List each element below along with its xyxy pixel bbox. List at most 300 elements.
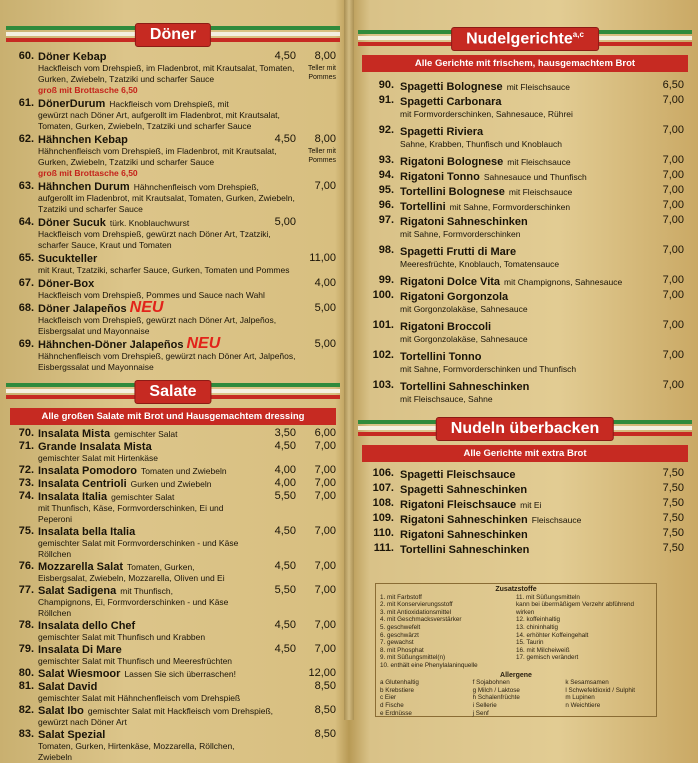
item-number: 74.: [18, 490, 34, 502]
item-price: 7,00: [662, 184, 684, 196]
salad-item: [18, 643, 336, 667]
baked-item: [373, 526, 684, 541]
allergen-entry: g Milch / Laktose: [472, 686, 520, 694]
item-note: gemischter Salat: [114, 429, 178, 439]
item-number: 83.: [18, 728, 34, 740]
additives-right: [516, 594, 652, 670]
item-name: Salat David: [38, 681, 98, 693]
left-panel: [0, 0, 346, 762]
item-price: 7,50: [662, 467, 684, 479]
item-name: Tortellini Tonno: [400, 351, 482, 363]
item-number: 72.: [18, 464, 34, 476]
item-line: [378, 153, 684, 168]
item-line: [378, 273, 684, 288]
item-number: 73.: [18, 477, 34, 489]
price-small: 5,50: [274, 584, 296, 596]
item-price: 7,50: [662, 482, 684, 494]
item-line: [378, 93, 684, 108]
price-large: 8,50: [314, 704, 336, 716]
item-number: 60.: [18, 50, 34, 62]
price-small: 4,50: [274, 560, 296, 572]
additive-entry: 16. mit Milcheiweiß: [516, 646, 570, 654]
price-large: 7,00: [314, 490, 336, 502]
price-large: 5,00: [314, 302, 336, 314]
baked-item: [372, 466, 684, 481]
allergen-entry: c Eier: [380, 694, 397, 702]
item-description: Sahne, Krabben, Thunfisch und Knoblauch: [400, 139, 562, 149]
item-description: Hackfleisch vom Drehspieß, gewürzt nach Döner Art, Jalpeños, Eisbergsalat und Mayonnaise: [38, 315, 277, 336]
item-name: Rigatoni Sahneschinken: [400, 529, 528, 541]
item-number: 92.: [378, 124, 394, 136]
item-description: mit Formvorderschinken, Sahnesauce, Rührei: [400, 109, 573, 119]
additive-entry: 9. mit Süßungsmittel(n): [380, 654, 446, 662]
item-name: DönerDurum: [38, 98, 106, 110]
item-name: Döner Kebap: [38, 51, 107, 63]
ueberbacken-title: Nudeln überbacken: [436, 417, 614, 441]
item-number: 70.: [18, 427, 34, 439]
item-description: gewürzt nach Döner Art, aufgerollt im Fladenbrot, mit Krautsalat, Tomaten, Gurken, Zwiebeln, Tzatziki und scharfer Sauce: [38, 110, 280, 131]
price-large: 4,00: [314, 277, 336, 289]
price-large: 7,00: [314, 584, 336, 596]
allergen-entry: n Weichtiere: [565, 701, 601, 709]
item-name: Rigatoni Sahneschinken: [400, 216, 528, 228]
item-number: 63.: [18, 180, 34, 192]
item-number: 67.: [18, 277, 34, 289]
item-line: [378, 123, 684, 138]
menu-item: [18, 252, 336, 276]
item-name: Rigatoni Tonno: [400, 171, 480, 183]
item-name: Döner Sucuk: [38, 217, 106, 229]
price-large: 6,00: [314, 427, 336, 439]
pasta-item: [378, 243, 684, 273]
item-number: 91.: [378, 94, 394, 106]
allergens-title: Allergene: [500, 671, 532, 679]
price-large: 7,00: [314, 560, 336, 572]
item-name: Rigatoni Dolce Vita: [400, 276, 501, 288]
item-name: Rigatoni Bolognese: [400, 156, 504, 168]
item-name: Spagetti Frutti di Mare: [400, 246, 517, 258]
price-small: 4,50: [274, 643, 296, 655]
item-number: 69.: [18, 338, 34, 350]
item-number: 80.: [18, 667, 34, 679]
allergen-entry: f Sojabohnen: [472, 679, 510, 687]
pasta-item: [378, 123, 684, 153]
item-note: türk. Knoblauchwurst: [109, 218, 190, 228]
new-badge: NEU: [129, 299, 164, 316]
item-plate-note: Teller mit Pommes: [307, 65, 336, 81]
salad-item: [18, 490, 336, 525]
item-note: mit Fleischsauce: [508, 187, 573, 197]
additive-entry: 17. gemisch verändert: [516, 654, 579, 662]
item-note: Sahnesauce und Thunfisch: [483, 172, 587, 182]
item-description: mit Fleischsauce, Sahne: [400, 394, 493, 404]
additive-entry: 7. gewachst: [380, 639, 414, 647]
item-price: 7,00: [662, 169, 684, 181]
item-name: Spagetti Bolognese: [400, 81, 503, 93]
menu-item: [18, 277, 336, 301]
item-name: Hähnchen Durum: [38, 181, 130, 193]
item-description: gewürzt nach Döner Art: [38, 717, 127, 727]
pasta-item: [378, 153, 684, 168]
additive-entry: 8. mit Phosphat: [380, 646, 424, 654]
item-name: Insalata Mista: [38, 428, 111, 440]
item-number: 71.: [18, 440, 34, 452]
additive-entry: 14. erhöhter Koffeingehalt: [516, 631, 589, 639]
item-price: 7,00: [662, 154, 684, 166]
item-price: 7,00: [662, 289, 684, 301]
price-large: 8,50: [314, 680, 336, 692]
item-name: Döner-Box: [38, 278, 95, 290]
additive-entry: 5. geschwefelt: [380, 623, 421, 631]
additive-entry: 2. mit Konservierungsstoff: [380, 601, 453, 609]
item-line: [378, 213, 684, 228]
item-name: Mozzarella Salat: [38, 561, 123, 573]
item-number: 111.: [373, 542, 394, 554]
price-large: 7,00: [314, 440, 336, 452]
salad-item: [18, 440, 336, 464]
item-description: gemischter Salat mit Hähnchenfleisch vom Drehspieß: [38, 693, 241, 703]
allergen-entry: d Fische: [380, 701, 404, 709]
item-number: 106.: [372, 467, 394, 479]
legend-box: [375, 583, 657, 717]
item-name: Salat Sadigena: [38, 585, 117, 597]
additive-entry: 3. mit Antioxidationsmittel: [380, 608, 452, 616]
item-name: Insalata dello Chef: [38, 620, 136, 632]
item-name: Spagetti Sahneschinken: [400, 484, 528, 496]
additive-entry: 15. Taurin: [516, 639, 544, 647]
item-price: 7,50: [662, 497, 684, 509]
price-small: 4,00: [274, 464, 296, 476]
item-price: 7,00: [662, 214, 684, 226]
allergen-entry: b Krebstiere: [380, 686, 414, 694]
item-name: Spagetti Fleischsauce: [400, 469, 516, 481]
baked-item: [373, 541, 684, 556]
baked-item: [372, 496, 684, 511]
item-price: 7,50: [662, 527, 684, 539]
item-note: mit Ei: [520, 500, 542, 510]
allergen-entry: m Lupinen: [565, 694, 595, 702]
item-number: 65.: [18, 252, 34, 264]
item-note: mit Sahne, Formvorderschinken: [449, 202, 571, 212]
price-small: 4,50: [274, 525, 296, 537]
price-large: 7,00: [314, 477, 336, 489]
doner-title: Döner: [135, 23, 211, 47]
nudel-title: Nudelgerichte$^{a,c}$: [451, 27, 599, 51]
allergen-entry: a Glutenhaltig: [380, 679, 419, 687]
item-name: Rigatoni Gorgonzola: [400, 291, 509, 303]
item-description: gemischter Salat mit Thunfisch und Meeresfrüchten: [38, 656, 233, 666]
item-name: Insalata Pomodoro: [38, 465, 138, 477]
menu-item: [18, 50, 336, 96]
salad-item: [18, 560, 336, 584]
item-number: 82.: [18, 704, 34, 716]
baked-item: [372, 481, 684, 496]
item-number: 81.: [18, 680, 34, 692]
salad-item: [18, 667, 336, 680]
price-large: 7,00: [314, 643, 336, 655]
item-number: 75.: [18, 525, 34, 537]
pasta-item: [378, 273, 684, 288]
price-large: 7,00: [314, 619, 336, 631]
menu-item: [18, 299, 336, 337]
salad-item: [18, 584, 336, 619]
doner-banner: [6, 22, 340, 48]
ueberbacken-list: [352, 466, 698, 556]
item-name: Insalata Centrioli: [38, 478, 127, 490]
item-line: [378, 183, 684, 198]
item-number: 96.: [378, 199, 394, 211]
item-number: 100.: [372, 289, 394, 301]
price-large: 5,00: [314, 338, 336, 350]
item-price: 7,00: [662, 94, 684, 106]
item-number: 102.: [372, 349, 394, 361]
nudel-list: [352, 78, 698, 408]
item-number: 108.: [372, 497, 394, 509]
item-name: Salat Ibo: [38, 705, 84, 717]
allergen-entry: j Senf: [472, 709, 489, 717]
price-small: 4,50: [274, 50, 296, 62]
item-description: Hackfleisch vom Drehspieß, Pommes und Sauce nach Wahl: [38, 290, 265, 300]
additives-left: [380, 594, 516, 670]
allergen-entry: e Erdnüsse: [380, 709, 412, 717]
item-number: 94.: [378, 169, 394, 181]
pasta-item: [378, 213, 684, 243]
additive-entry: 13. chininhaltig: [516, 623, 559, 631]
item-line: [372, 288, 684, 303]
item-price: 7,00: [662, 319, 684, 331]
salad-item: [18, 477, 336, 490]
pasta-item: [372, 348, 684, 378]
item-price: 7,00: [662, 199, 684, 211]
item-number: 110.: [373, 527, 394, 539]
price-large: 7,00: [314, 525, 336, 537]
item-description: mit Sahne, Formvorderschinken und Thunfisch: [400, 364, 577, 374]
item-price: 7,50: [662, 512, 684, 524]
item-number: 98.: [378, 244, 394, 256]
item-name: Insalata Italia: [38, 491, 108, 503]
nudel-banner: [358, 26, 692, 52]
item-large-price: groß mit Brottasche 6,50: [38, 85, 138, 95]
allergens-list: [380, 679, 652, 717]
item-description: Hackfleisch vom Drehspieß, im Fladenbrot, mit Krautsalat, Tomaten, Gurken, Zwiebeln, Tzatziki und scharfer Sauce: [38, 63, 295, 84]
item-name: Tortellini Bolognese: [400, 186, 505, 198]
item-number: 97.: [378, 214, 394, 226]
item-price: 7,00: [662, 274, 684, 286]
item-description: gemischter Salat mit Formvorderschinken - und Käse Röllchen: [38, 538, 239, 559]
item-number: 109.: [372, 512, 394, 524]
allergen-entry: k Sesamsamen: [565, 679, 609, 687]
price-large: 7,00: [314, 464, 336, 476]
item-number: 101.: [372, 319, 394, 331]
price-small: 5,50: [274, 490, 296, 502]
item-description: mit Kraut, Tzatziki, scharfer Sauce, Gurken, Tomaten und Pommes: [38, 265, 290, 275]
item-name: Insalata Di Mare: [38, 644, 122, 656]
ueberbacken-subtitle: Alle Gerichte mit extra Brot: [362, 445, 688, 462]
salate-subtitle: Alle großen Salate mit Brot und Hausgemachtem dressing: [10, 408, 336, 425]
item-price: 6,50: [662, 79, 684, 91]
price-small: 4,50: [274, 619, 296, 631]
new-badge: NEU: [186, 335, 221, 352]
item-note: Hackfleisch vom Drehspieß, mit: [109, 99, 229, 109]
item-note: Fleischsauce: [531, 515, 582, 525]
item-description: Hackfleisch vom Drehspieß, gewürzt nach Döner Art, Tzatziki, scharfer Sauce, Kraut und Tomaten: [38, 229, 271, 250]
item-number: 95.: [378, 184, 394, 196]
item-description: Champignons, Ei, Formvorderschinken - und Käse Röllchen: [38, 597, 229, 618]
item-name: Tortellini Sahneschinken: [400, 544, 530, 556]
ueberbacken-banner: [358, 416, 692, 442]
menu-item: [18, 216, 336, 251]
item-note: mit Champignons, Sahnesauce: [504, 277, 623, 287]
item-description: gemischter Salat mit Thunfisch und Krabben: [38, 632, 206, 642]
item-name: Spagetti Riviera: [400, 126, 484, 138]
item-number: 79.: [18, 643, 34, 655]
pasta-item: [378, 78, 684, 93]
item-name: Tortellini: [400, 201, 446, 213]
item-description: Meeresfrüchte, Knoblauch, Tomatensauce: [400, 259, 560, 269]
item-name: Spagetti Carbonara: [400, 96, 502, 108]
price-large: 7,00: [314, 180, 336, 192]
additive-entry: 1. mit Farbstoff: [380, 593, 422, 601]
item-name: Salat Spezial: [38, 729, 106, 741]
salad-item: [18, 427, 336, 440]
item-number: 90.: [378, 79, 394, 91]
additive-entry: kann bei übermäßigem Verzehr abführend wirken: [516, 601, 634, 616]
item-number: 61.: [18, 97, 34, 109]
item-description: Hähnchenfleisch vom Drehspieß, im Fladenbrot, mit Krautsalat, Gurken, Zwiebeln, Tzatziki und scharfer Sauce: [38, 146, 277, 167]
item-name: Döner Jalapeños: [38, 303, 127, 315]
salad-item: [18, 680, 336, 704]
salate-title: Salate: [134, 380, 211, 404]
salad-item: [18, 619, 336, 643]
price-large: 8,50: [314, 728, 336, 740]
price-large: 8,00: [314, 50, 336, 62]
doner-list: [0, 50, 346, 373]
price-small: 4,00: [274, 477, 296, 489]
item-name: Rigatoni Fleischsauce: [400, 499, 517, 511]
salad-item: [18, 704, 336, 728]
allergen-entry: i Sellerie: [472, 701, 497, 709]
item-number: 64.: [18, 216, 34, 228]
price-large: 12,00: [308, 667, 336, 679]
item-line: [378, 243, 684, 258]
price-small: 5,00: [274, 216, 296, 228]
item-price: 7,00: [662, 244, 684, 256]
item-line: [372, 378, 684, 393]
item-name: Sucukteller: [38, 253, 98, 265]
salate-list: [0, 427, 346, 763]
pasta-item: [378, 93, 684, 123]
item-name: Hähnchen Kebap: [38, 134, 128, 146]
item-description: gemischter Salat mit Hirtenkäse: [38, 453, 158, 463]
item-price: 7,00: [662, 379, 684, 391]
item-line: [378, 198, 684, 213]
item-number: 93.: [378, 154, 394, 166]
pasta-item: [378, 168, 684, 183]
pasta-item: [372, 288, 684, 318]
item-price: 7,00: [662, 124, 684, 136]
item-large-price: groß mit Brottasche 6,50: [38, 168, 138, 178]
salate-banner: [6, 379, 340, 405]
item-plate-note: Teller mit Pommes: [307, 148, 336, 164]
item-note: Hähnchenfleisch vom Drehspieß,: [133, 182, 259, 192]
item-number: 68.: [18, 302, 34, 314]
additive-entry: 6. geschwärzt: [380, 631, 419, 639]
item-number: 78.: [18, 619, 34, 631]
price-large: 11,00: [309, 252, 336, 264]
baked-item: [372, 511, 684, 526]
item-number: 62.: [18, 133, 34, 145]
menu-item: [18, 133, 336, 179]
additive-entry: 11. mit Süßungsmitteln: [516, 593, 580, 601]
additive-entry: 4. mit Geschmacksverstärker: [380, 616, 462, 624]
pasta-item: [372, 318, 684, 348]
item-number: 107.: [372, 482, 394, 494]
item-line: [378, 168, 684, 183]
pasta-item: [378, 198, 684, 213]
item-line: [372, 318, 684, 333]
item-note: Tomaten, Gurken,: [126, 562, 195, 572]
item-description: Eisbergsalat, Zwiebeln, Mozzarella, Oliven und Ei: [38, 573, 225, 583]
price-small: 4,50: [274, 440, 296, 452]
menu-item: [18, 97, 336, 132]
item-description: mit Sahne, Formvorderschinken: [400, 229, 521, 239]
additive-entry: 12. koffeinhaltig: [516, 616, 560, 624]
price-large: 8,00: [314, 133, 336, 145]
item-name: Hähnchen-Döner Jalapeños: [38, 339, 184, 351]
item-note: mit Fleischsauce: [506, 82, 570, 92]
menu-item: [18, 180, 336, 215]
item-note: gemischter Salat mit Hackfleisch vom Drehspieß,: [87, 706, 274, 716]
allergen-entry: l Schwefeldioxid / Sulphit: [565, 686, 635, 694]
item-note: Gurken und Zwiebeln: [130, 479, 212, 489]
item-name: Rigatoni Broccoli: [400, 321, 492, 333]
item-note: Tomaten und Zwiebeln: [141, 466, 227, 476]
pasta-item: [378, 183, 684, 198]
additives-title: Zusatzstoffe: [495, 586, 537, 593]
item-note: mit Fleischsauce: [507, 157, 571, 167]
item-description: Tomaten, Gurken, Hirtenkäse, Mozzarella, Röllchen, Zwiebeln: [38, 741, 235, 762]
item-number: 76.: [18, 560, 34, 572]
item-name: Salat Wiesmoor: [38, 668, 121, 680]
item-name: Rigatoni Sahneschinken: [400, 514, 528, 526]
item-description: aufgerollt im Fladenbrot, mit Krautsalat, Tomaten, Gurken, Zwiebeln, Tzatziki und scharfer Sauce: [38, 193, 295, 214]
item-name: Tortellini Sahneschinken: [400, 381, 530, 393]
salad-item: [18, 728, 336, 763]
item-name: Insalata bella Italia: [38, 526, 136, 538]
item-line: [378, 78, 684, 93]
item-number: 99.: [378, 274, 394, 286]
item-line: [372, 348, 684, 363]
item-name: Grande Insalata Mista: [38, 441, 152, 453]
item-note: mit Thunfisch,: [120, 586, 174, 596]
pasta-item: [372, 378, 684, 408]
item-note: Lassen Sie sich überraschen!: [124, 669, 236, 679]
item-description: mit Gorgonzolakäse, Sahnesauce: [400, 334, 528, 344]
item-note: gemischter Salat: [111, 492, 175, 502]
item-price: 7,00: [662, 349, 684, 361]
allergen-entry: h Schalenfrüchte: [472, 694, 520, 702]
item-number: 103.: [372, 379, 394, 391]
item-description: mit Thunfisch, Käse, Formvorderschinken, Ei und Peperoni: [38, 503, 224, 524]
additive-entry: 10. enthält eine Phenylalaninquelle: [380, 661, 478, 669]
salad-item: [18, 464, 336, 477]
price-small: 4,50: [274, 133, 296, 145]
price-small: 3,50: [274, 427, 296, 439]
item-description: Hähnchenfleisch vom Drehspieß, gewürzt nach Döner Art, Jalpeños, Eisbergssalat und Mayonnaise: [38, 351, 296, 372]
item-number: 77.: [18, 584, 34, 596]
salad-item: [18, 525, 336, 560]
nudel-subtitle: Alle Gerichte mit frischem, hausgemachtem Brot: [362, 55, 688, 72]
